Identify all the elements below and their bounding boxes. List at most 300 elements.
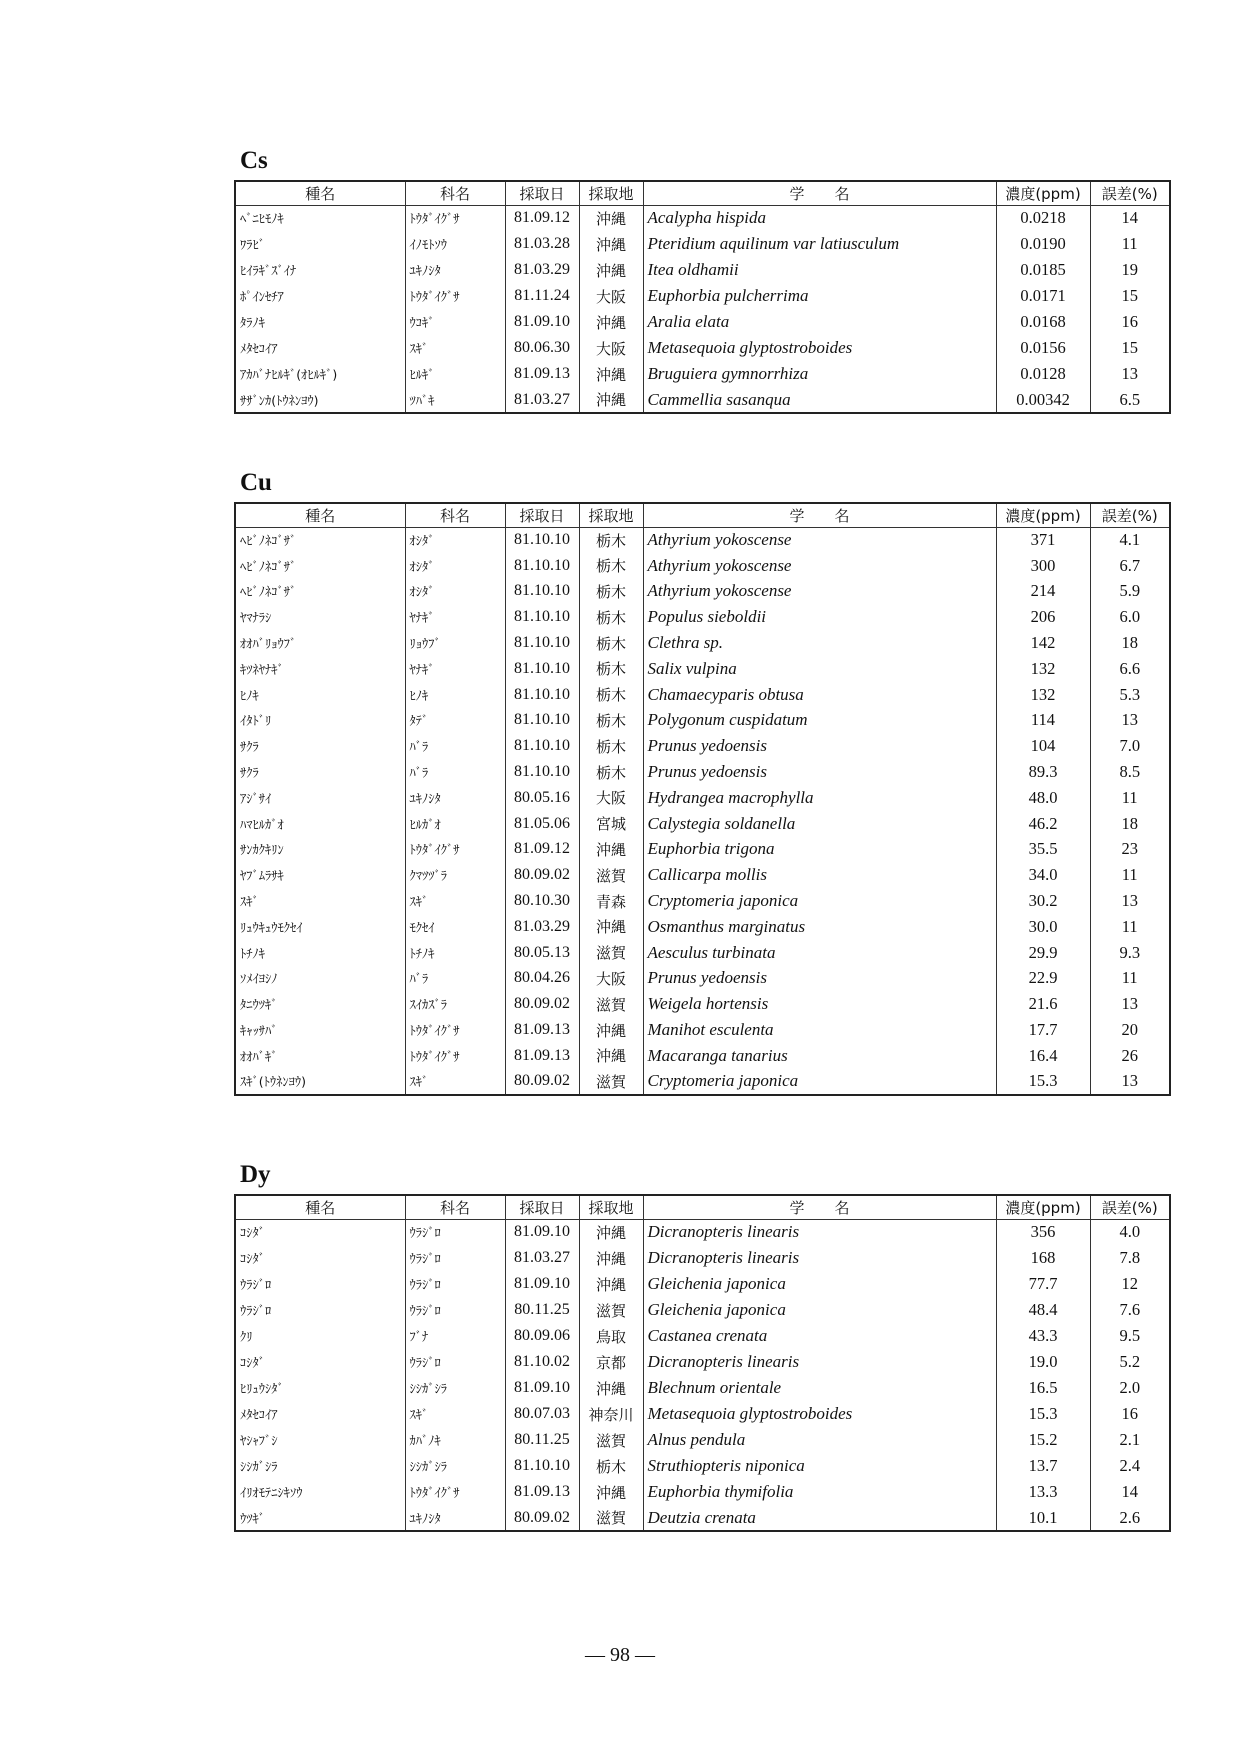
family-name-cell: ﾄｳﾀﾞｲｸﾞｻ <box>405 837 505 863</box>
concentration-cell: 17.7 <box>996 1017 1090 1043</box>
collection-site-cell: 沖縄 <box>579 1375 643 1401</box>
species-name-cell: ｺｼﾀﾞ <box>235 1349 405 1375</box>
scientific-name-cell: Deutzia crenata <box>643 1505 996 1531</box>
collection-date-cell: 80.09.02 <box>505 991 579 1017</box>
scientific-name-cell: Athyrium yokoscense <box>643 579 996 605</box>
collection-site-cell: 滋賀 <box>579 1297 643 1323</box>
species-name-cell: ﾋﾉｷ <box>235 682 405 708</box>
species-name-cell: ﾄﾁﾉｷ <box>235 940 405 966</box>
family-name-cell: ﾊﾞﾗ <box>405 759 505 785</box>
collection-site-cell: 栃木 <box>579 630 643 656</box>
species-name-cell: ﾒﾀｾｺｲｱ <box>235 335 405 361</box>
scientific-name-cell: Blechnum orientale <box>643 1375 996 1401</box>
species-name-cell: ﾔﾌﾞﾑﾗｻｷ <box>235 862 405 888</box>
concentration-cell: 114 <box>996 708 1090 734</box>
error-cell: 26 <box>1090 1043 1170 1069</box>
collection-site-cell: 沖縄 <box>579 1245 643 1271</box>
family-name-cell: ﾊﾞﾗ <box>405 733 505 759</box>
scientific-name-cell: Athyrium yokoscense <box>643 553 996 579</box>
error-cell: 6.7 <box>1090 553 1170 579</box>
concentration-cell: 0.0156 <box>996 335 1090 361</box>
family-name-cell: ｳﾗｼﾞﾛ <box>405 1297 505 1323</box>
species-name-cell: ﾍﾞﾆﾋﾓﾉｷ <box>235 205 405 231</box>
family-name-cell: ﾕｷﾉｼﾀ <box>405 1505 505 1531</box>
error-cell: 2.1 <box>1090 1427 1170 1453</box>
collection-site-cell: 沖縄 <box>579 309 643 335</box>
family-name-cell: ｳﾗｼﾞﾛ <box>405 1271 505 1297</box>
page-number: — 98 — <box>585 1644 655 1666</box>
collection-date-cell: 81.10.10 <box>505 1453 579 1479</box>
collection-site-cell: 栃木 <box>579 553 643 579</box>
table-row <box>235 257 1170 283</box>
collection-site-cell: 沖縄 <box>579 231 643 257</box>
collection-date-cell: 81.09.13 <box>505 1479 579 1505</box>
error-cell: 7.0 <box>1090 733 1170 759</box>
error-cell: 5.3 <box>1090 682 1170 708</box>
family-name-cell: ｽｲｶｽﾞﾗ <box>405 991 505 1017</box>
concentration-cell: 206 <box>996 604 1090 630</box>
collection-site-cell: 神奈川 <box>579 1401 643 1427</box>
family-name-cell: ｵｼﾀﾞ <box>405 553 505 579</box>
error-cell: 6.6 <box>1090 656 1170 682</box>
scientific-name-cell: Clethra sp. <box>643 630 996 656</box>
collection-date-cell: 81.09.12 <box>505 837 579 863</box>
concentration-cell: 46.2 <box>996 811 1090 837</box>
collection-site-cell: 栃木 <box>579 733 643 759</box>
scientific-name-cell: Cryptomeria japonica <box>643 888 996 914</box>
family-name-cell: ﾄｳﾀﾞｲｸﾞｻ <box>405 205 505 231</box>
error-cell: 13 <box>1090 361 1170 387</box>
family-name-cell: ｳﾗｼﾞﾛ <box>405 1219 505 1245</box>
collection-site-cell: 栃木 <box>579 604 643 630</box>
table-row <box>235 527 1170 553</box>
scientific-name-cell: Bruguiera gymnorrhiza <box>643 361 996 387</box>
error-cell: 13 <box>1090 888 1170 914</box>
header-family-name: 科名 <box>405 181 505 205</box>
family-name-cell: ｽｷﾞ <box>405 1401 505 1427</box>
scientific-name-cell: Gleichenia japonica <box>643 1297 996 1323</box>
collection-site-cell: 宮城 <box>579 811 643 837</box>
error-cell: 18 <box>1090 811 1170 837</box>
concentration-cell: 15.3 <box>996 1401 1090 1427</box>
collection-date-cell: 81.10.10 <box>505 630 579 656</box>
table-row <box>235 1043 1170 1069</box>
table-row <box>235 862 1170 888</box>
table-row <box>235 630 1170 656</box>
concentration-cell: 300 <box>996 553 1090 579</box>
scientific-name-cell: Macaranga tanarius <box>643 1043 996 1069</box>
collection-site-cell: 滋賀 <box>579 1505 643 1531</box>
collection-site-cell: 鳥取 <box>579 1323 643 1349</box>
table-row <box>235 387 1170 413</box>
scientific-name-cell: Euphorbia trigona <box>643 837 996 863</box>
table-row <box>235 553 1170 579</box>
family-name-cell: ﾕｷﾉｼﾀ <box>405 257 505 283</box>
error-cell: 4.1 <box>1090 527 1170 553</box>
error-cell: 15 <box>1090 335 1170 361</box>
concentration-cell: 89.3 <box>996 759 1090 785</box>
table-row <box>235 1375 1170 1401</box>
concentration-cell: 168 <box>996 1245 1090 1271</box>
error-cell: 8.5 <box>1090 759 1170 785</box>
header-species-name: 種名 <box>235 181 405 205</box>
error-cell: 18 <box>1090 630 1170 656</box>
collection-date-cell: 81.03.28 <box>505 231 579 257</box>
table-row <box>235 682 1170 708</box>
collection-site-cell: 栃木 <box>579 527 643 553</box>
scientific-name-cell: Gleichenia japonica <box>643 1271 996 1297</box>
collection-site-cell: 沖縄 <box>579 361 643 387</box>
family-name-cell: ﾋﾙｷﾞ <box>405 361 505 387</box>
collection-date-cell: 80.05.16 <box>505 785 579 811</box>
table-row <box>235 1505 1170 1531</box>
table-row <box>235 1427 1170 1453</box>
collection-date-cell: 81.03.27 <box>505 1245 579 1271</box>
concentration-cell: 0.00342 <box>996 387 1090 413</box>
section-title: Dy <box>240 1161 271 1188</box>
concentration-cell: 132 <box>996 656 1090 682</box>
family-name-cell: ｵｼﾀﾞ <box>405 579 505 605</box>
scientific-name-cell: Acalypha hispida <box>643 205 996 231</box>
concentration-cell: 356 <box>996 1219 1090 1245</box>
header-collection-site: 採取地 <box>579 1195 643 1219</box>
family-name-cell: ﾘｮｳﾌﾞ <box>405 630 505 656</box>
collection-site-cell: 滋賀 <box>579 1427 643 1453</box>
table-row <box>235 283 1170 309</box>
species-name-cell: ｷﾂﾈﾔﾅｷﾞ <box>235 656 405 682</box>
table-row <box>235 785 1170 811</box>
scientific-name-cell: Prunus yedoensis <box>643 733 996 759</box>
table-row <box>235 940 1170 966</box>
collection-site-cell: 沖縄 <box>579 387 643 413</box>
header-row <box>235 1195 1170 1219</box>
scientific-name-cell: Cryptomeria japonica <box>643 1069 996 1095</box>
table-row <box>235 335 1170 361</box>
collection-date-cell: 80.07.03 <box>505 1401 579 1427</box>
species-name-cell: ﾒﾀｾｺｲｱ <box>235 1401 405 1427</box>
scientific-name-cell: Alnus pendula <box>643 1427 996 1453</box>
family-name-cell: ｼｼｶﾞｼﾗ <box>405 1453 505 1479</box>
collection-date-cell: 81.09.10 <box>505 1375 579 1401</box>
species-name-cell: ｱｶﾊﾞﾅﾋﾙｷﾞ(ｵﾋﾙｷﾞ) <box>235 361 405 387</box>
collection-date-cell: 81.03.29 <box>505 914 579 940</box>
species-name-cell: ｼｼｶﾞｼﾗ <box>235 1453 405 1479</box>
header-species-name: 種名 <box>235 503 405 527</box>
species-name-cell: ﾍﾋﾞﾉﾈｺﾞｻﾞ <box>235 527 405 553</box>
collection-date-cell: 80.10.30 <box>505 888 579 914</box>
collection-site-cell: 滋賀 <box>579 940 643 966</box>
species-name-cell: ｻｸﾗ <box>235 733 405 759</box>
header-collection-date: 採取日 <box>505 181 579 205</box>
table-row <box>235 604 1170 630</box>
collection-date-cell: 80.09.02 <box>505 862 579 888</box>
family-name-cell: ﾄｳﾀﾞｲｸﾞｻ <box>405 1017 505 1043</box>
header-concentration: 濃度(ppm) <box>996 181 1090 205</box>
error-cell: 20 <box>1090 1017 1170 1043</box>
species-name-cell: ｻﾝｶｸｷﾘﾝ <box>235 837 405 863</box>
collection-date-cell: 81.10.10 <box>505 604 579 630</box>
family-name-cell: ｳﾗｼﾞﾛ <box>405 1349 505 1375</box>
family-name-cell: ｵｼﾀﾞ <box>405 527 505 553</box>
family-name-cell: ｳｺｷﾞ <box>405 309 505 335</box>
table-row <box>235 1017 1170 1043</box>
concentration-cell: 214 <box>996 579 1090 605</box>
data-table <box>234 1194 1171 1532</box>
scientific-name-cell: Struthiopteris niponica <box>643 1453 996 1479</box>
header-row <box>235 503 1170 527</box>
table-row <box>235 1349 1170 1375</box>
scientific-name-cell: Metasequoia glyptostroboides <box>643 1401 996 1427</box>
concentration-cell: 0.0128 <box>996 361 1090 387</box>
table-row <box>235 1479 1170 1505</box>
table-row <box>235 759 1170 785</box>
concentration-cell: 104 <box>996 733 1090 759</box>
collection-site-cell: 栃木 <box>579 708 643 734</box>
collection-date-cell: 80.09.02 <box>505 1069 579 1095</box>
collection-date-cell: 80.09.02 <box>505 1505 579 1531</box>
header-error: 誤差(%) <box>1090 1195 1170 1219</box>
collection-site-cell: 滋賀 <box>579 862 643 888</box>
section-title: Cu <box>240 469 272 496</box>
collection-date-cell: 81.03.29 <box>505 257 579 283</box>
concentration-cell: 77.7 <box>996 1271 1090 1297</box>
collection-site-cell: 沖縄 <box>579 1017 643 1043</box>
scientific-name-cell: Cammellia sasanqua <box>643 387 996 413</box>
table-row <box>235 837 1170 863</box>
collection-site-cell: 滋賀 <box>579 991 643 1017</box>
species-name-cell: ｳﾗｼﾞﾛ <box>235 1271 405 1297</box>
family-name-cell: ﾌﾞﾅ <box>405 1323 505 1349</box>
concentration-cell: 43.3 <box>996 1323 1090 1349</box>
table-row <box>235 579 1170 605</box>
family-name-cell: ﾊﾞﾗ <box>405 966 505 992</box>
species-name-cell: ｺｼﾀﾞ <box>235 1219 405 1245</box>
collection-date-cell: 80.05.13 <box>505 940 579 966</box>
error-cell: 11 <box>1090 914 1170 940</box>
concentration-cell: 48.4 <box>996 1297 1090 1323</box>
scientific-name-cell: Euphorbia thymifolia <box>643 1479 996 1505</box>
header-family-name: 科名 <box>405 1195 505 1219</box>
collection-site-cell: 沖縄 <box>579 1043 643 1069</box>
error-cell: 15 <box>1090 283 1170 309</box>
collection-site-cell: 栃木 <box>579 579 643 605</box>
family-name-cell: ｼｼｶﾞｼﾗ <box>405 1375 505 1401</box>
table-row <box>235 361 1170 387</box>
error-cell: 16 <box>1090 1401 1170 1427</box>
concentration-cell: 15.3 <box>996 1069 1090 1095</box>
table-row <box>235 811 1170 837</box>
error-cell: 13 <box>1090 991 1170 1017</box>
table-row <box>235 1453 1170 1479</box>
scientific-name-cell: Euphorbia pulcherrima <box>643 283 996 309</box>
error-cell: 5.2 <box>1090 1349 1170 1375</box>
species-name-cell: ｵｵﾊﾞﾘｮｳﾌﾞ <box>235 630 405 656</box>
error-cell: 6.5 <box>1090 387 1170 413</box>
collection-date-cell: 81.09.13 <box>505 361 579 387</box>
scientific-name-cell: Pteridium aquilinum var latiusculum <box>643 231 996 257</box>
table-row <box>235 1245 1170 1271</box>
error-cell: 12 <box>1090 1271 1170 1297</box>
table-row <box>235 231 1170 257</box>
table-row <box>235 1297 1170 1323</box>
species-name-cell: ﾋｲﾗｷﾞｽﾞｲﾅ <box>235 257 405 283</box>
family-name-cell: ｶﾊﾞﾉｷ <box>405 1427 505 1453</box>
concentration-cell: 35.5 <box>996 837 1090 863</box>
scientific-name-cell: Prunus yedoensis <box>643 759 996 785</box>
table-row <box>235 708 1170 734</box>
scientific-name-cell: Aesculus turbinata <box>643 940 996 966</box>
concentration-cell: 22.9 <box>996 966 1090 992</box>
scientific-name-cell: Salix vulpina <box>643 656 996 682</box>
header-family-name: 科名 <box>405 503 505 527</box>
scientific-name-cell: Weigela hortensis <box>643 991 996 1017</box>
species-name-cell: ｽｷﾞ <box>235 888 405 914</box>
concentration-cell: 142 <box>996 630 1090 656</box>
collection-site-cell: 栃木 <box>579 656 643 682</box>
family-name-cell: ﾋﾉｷ <box>405 682 505 708</box>
concentration-cell: 0.0190 <box>996 231 1090 257</box>
table-row <box>235 309 1170 335</box>
family-name-cell: ｽｷﾞ <box>405 335 505 361</box>
header-collection-site: 採取地 <box>579 181 643 205</box>
scientific-name-cell: Aralia elata <box>643 309 996 335</box>
error-cell: 16 <box>1090 309 1170 335</box>
scientific-name-cell: Calystegia soldanella <box>643 811 996 837</box>
section-cs <box>234 146 1171 414</box>
concentration-cell: 0.0218 <box>996 205 1090 231</box>
scientific-name-cell: Dicranopteris linearis <box>643 1245 996 1271</box>
error-cell: 5.9 <box>1090 579 1170 605</box>
collection-date-cell: 80.09.06 <box>505 1323 579 1349</box>
collection-date-cell: 81.10.10 <box>505 656 579 682</box>
species-name-cell: ｱｼﾞｻｲ <box>235 785 405 811</box>
species-name-cell: ｳﾂｷﾞ <box>235 1505 405 1531</box>
concentration-cell: 371 <box>996 527 1090 553</box>
table-row <box>235 1219 1170 1245</box>
collection-date-cell: 81.10.10 <box>505 708 579 734</box>
collection-date-cell: 80.06.30 <box>505 335 579 361</box>
scientific-name-cell: Dicranopteris linearis <box>643 1349 996 1375</box>
species-name-cell: ｸﾘ <box>235 1323 405 1349</box>
family-name-cell: ｽｷﾞ <box>405 1069 505 1095</box>
concentration-cell: 132 <box>996 682 1090 708</box>
collection-date-cell: 81.03.27 <box>505 387 579 413</box>
header-concentration: 濃度(ppm) <box>996 1195 1090 1219</box>
error-cell: 7.8 <box>1090 1245 1170 1271</box>
error-cell: 14 <box>1090 1479 1170 1505</box>
species-name-cell: ｲﾀﾄﾞﾘ <box>235 708 405 734</box>
species-name-cell: ｻｸﾗ <box>235 759 405 785</box>
concentration-cell: 30.2 <box>996 888 1090 914</box>
species-name-cell: ﾎﾟｲﾝｾﾁｱ <box>235 283 405 309</box>
error-cell: 7.6 <box>1090 1297 1170 1323</box>
collection-site-cell: 沖縄 <box>579 257 643 283</box>
collection-date-cell: 81.10.10 <box>505 682 579 708</box>
concentration-cell: 13.7 <box>996 1453 1090 1479</box>
error-cell: 19 <box>1090 257 1170 283</box>
collection-date-cell: 81.09.10 <box>505 1271 579 1297</box>
header-scientific-name: 学 名 <box>643 503 996 527</box>
error-cell: 13 <box>1090 1069 1170 1095</box>
table-row <box>235 205 1170 231</box>
species-name-cell: ﾀﾆｳﾂｷﾞ <box>235 991 405 1017</box>
header-collection-site: 採取地 <box>579 503 643 527</box>
header-collection-date: 採取日 <box>505 503 579 527</box>
concentration-cell: 29.9 <box>996 940 1090 966</box>
header-concentration: 濃度(ppm) <box>996 503 1090 527</box>
scientific-name-cell: Castanea crenata <box>643 1323 996 1349</box>
scientific-name-cell: Manihot esculenta <box>643 1017 996 1043</box>
collection-date-cell: 81.10.10 <box>505 527 579 553</box>
collection-site-cell: 青森 <box>579 888 643 914</box>
concentration-cell: 48.0 <box>996 785 1090 811</box>
collection-date-cell: 81.05.06 <box>505 811 579 837</box>
family-name-cell: ﾔﾅｷﾞ <box>405 604 505 630</box>
collection-site-cell: 栃木 <box>579 682 643 708</box>
collection-site-cell: 沖縄 <box>579 1271 643 1297</box>
species-name-cell: ﾋﾘｭｳｼﾀﾞ <box>235 1375 405 1401</box>
collection-date-cell: 81.09.10 <box>505 1219 579 1245</box>
header-error: 誤差(%) <box>1090 503 1170 527</box>
scientific-name-cell: Athyrium yokoscense <box>643 527 996 553</box>
species-name-cell: ｺｼﾀﾞ <box>235 1245 405 1271</box>
collection-date-cell: 80.04.26 <box>505 966 579 992</box>
collection-site-cell: 栃木 <box>579 1453 643 1479</box>
family-name-cell: ﾄｳﾀﾞｲｸﾞｻ <box>405 1043 505 1069</box>
collection-date-cell: 81.09.10 <box>505 309 579 335</box>
concentration-cell: 13.3 <box>996 1479 1090 1505</box>
family-name-cell: ｳﾗｼﾞﾛ <box>405 1245 505 1271</box>
collection-site-cell: 沖縄 <box>579 914 643 940</box>
error-cell: 2.0 <box>1090 1375 1170 1401</box>
family-name-cell: ﾄｳﾀﾞｲｸﾞｻ <box>405 1479 505 1505</box>
error-cell: 23 <box>1090 837 1170 863</box>
concentration-cell: 0.0168 <box>996 309 1090 335</box>
family-name-cell: ﾄﾁﾉｷ <box>405 940 505 966</box>
family-name-cell: ﾂﾊﾞｷ <box>405 387 505 413</box>
family-name-cell: ﾓｸｾｲ <box>405 914 505 940</box>
collection-site-cell: 沖縄 <box>579 205 643 231</box>
table-row <box>235 966 1170 992</box>
species-name-cell: ｲﾘｵﾓﾃﾆｼｷｿｳ <box>235 1479 405 1505</box>
collection-site-cell: 栃木 <box>579 759 643 785</box>
family-name-cell: ﾄｳﾀﾞｲｸﾞｻ <box>405 283 505 309</box>
species-name-cell: ﾘｭｳｷｭｳﾓｸｾｲ <box>235 914 405 940</box>
scientific-name-cell: Hydrangea macrophylla <box>643 785 996 811</box>
species-name-cell: ｵｵﾊﾞｷﾞ <box>235 1043 405 1069</box>
scientific-name-cell: Polygonum cuspidatum <box>643 708 996 734</box>
collection-site-cell: 京都 <box>579 1349 643 1375</box>
concentration-cell: 21.6 <box>996 991 1090 1017</box>
table-row <box>235 1401 1170 1427</box>
collection-site-cell: 大阪 <box>579 335 643 361</box>
species-name-cell: ﾔﾏﾅﾗｼ <box>235 604 405 630</box>
collection-date-cell: 81.09.12 <box>505 205 579 231</box>
scientific-name-cell: Prunus yedoensis <box>643 966 996 992</box>
concentration-cell: 16.5 <box>996 1375 1090 1401</box>
collection-date-cell: 81.10.10 <box>505 733 579 759</box>
species-name-cell: ｷｬｯｻﾊﾞ <box>235 1017 405 1043</box>
concentration-cell: 30.0 <box>996 914 1090 940</box>
header-collection-date: 採取日 <box>505 1195 579 1219</box>
table-row <box>235 1271 1170 1297</box>
scientific-name-cell: Dicranopteris linearis <box>643 1219 996 1245</box>
error-cell: 4.0 <box>1090 1219 1170 1245</box>
error-cell: 13 <box>1090 708 1170 734</box>
species-name-cell: ﾍﾋﾞﾉﾈｺﾞｻﾞ <box>235 579 405 605</box>
header-row <box>235 181 1170 205</box>
concentration-cell: 0.0171 <box>996 283 1090 309</box>
